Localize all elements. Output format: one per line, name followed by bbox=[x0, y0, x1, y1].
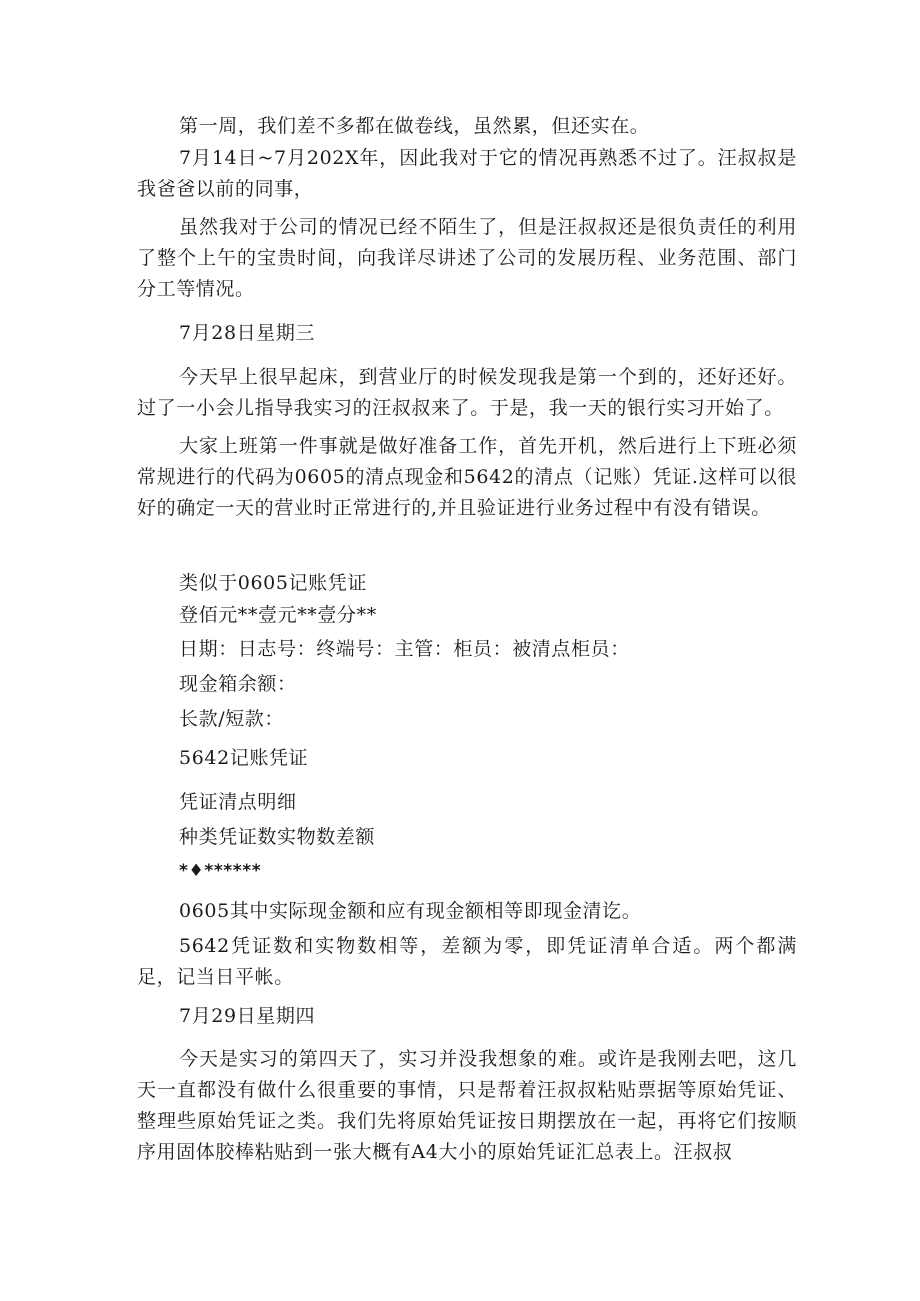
paragraph-company-intro: 虽然我对于公司的情况已经不陌生了，但是汪叔叔还是很负责任的利用了整个上午的宝贵时间，向我详尽讲述了公司的发展历程、业务范围、部门分工等情况。 bbox=[137, 216, 797, 300]
voucher-detail-title: 凭证清点明细 bbox=[179, 791, 297, 813]
voucher-title-5642: 5642记账凭证 bbox=[179, 747, 309, 769]
cash-box-balance: 现金箱余额： bbox=[179, 673, 297, 695]
paragraph-week-one: 第一周，我们差不多都在做卷线，虽然累，但还实在。 bbox=[179, 115, 650, 137]
paragraph-5642-balanced: 5642凭证数和实物数相等，差额为零，即凭证清单合适。两个都满足，记当日平帐。 bbox=[137, 935, 797, 988]
paragraph-preparation: 大家上班第一件事就是做好准备工作，首先开机，然后进行上下班必须常规进行的代码为0605的清点现金和5642的清点（记账）凭证.这样可以很好的确定一天的营业时正常进行的,并且验证进行业务过程中有没有错误。 bbox=[137, 435, 797, 519]
long-short-payment: 长款/短款： bbox=[179, 708, 285, 730]
date-heading-july-28: 7月28日星期三 bbox=[179, 322, 316, 344]
voucher-table-row: *♦****** bbox=[179, 861, 262, 881]
date-heading-july-29: 7月29日星期四 bbox=[179, 1005, 316, 1027]
paragraph-fourth-day: 今天是实习的第四天了，实习并没我想象的难。或许是我刚去吧，这几天一直都没有做什么很重要的事情，只是帮着汪叔叔粘贴票据等原始凭证、整理些原始凭证之类。我们先将原始凭证按日期摆放在一起，再将它们按顺序用固体胶棒粘贴到一张大概有A4大小的原始凭证汇总表上。汪叔叔 bbox=[137, 1048, 797, 1163]
paragraph-july-14: 7月14日~7月202X年，因此我对于它的情况再熟悉不过了。汪叔叔是我爸爸以前的同事， bbox=[137, 147, 797, 200]
voucher-title-0605: 类似于0605记账凭证 bbox=[179, 572, 367, 594]
paragraph-0605-cleared: 0605其中实际现金额和应有现金额相等即现金清讫。 bbox=[179, 900, 642, 922]
voucher-amount-line: 登佰元**壹元**壹分** bbox=[179, 604, 377, 626]
voucher-table-header: 种类凭证数实物数差额 bbox=[179, 826, 376, 848]
paragraph-first-day: 今天早上很早起床，到营业厅的时候发现我是第一个到的，还好还好。过了一小会儿指导我实习的汪叔叔来了。于是，我一天的银行实习开始了。 bbox=[137, 366, 797, 419]
voucher-fields-line: 日期：日志号：终端号：主管：柜员：被清点柜员： bbox=[179, 638, 630, 660]
